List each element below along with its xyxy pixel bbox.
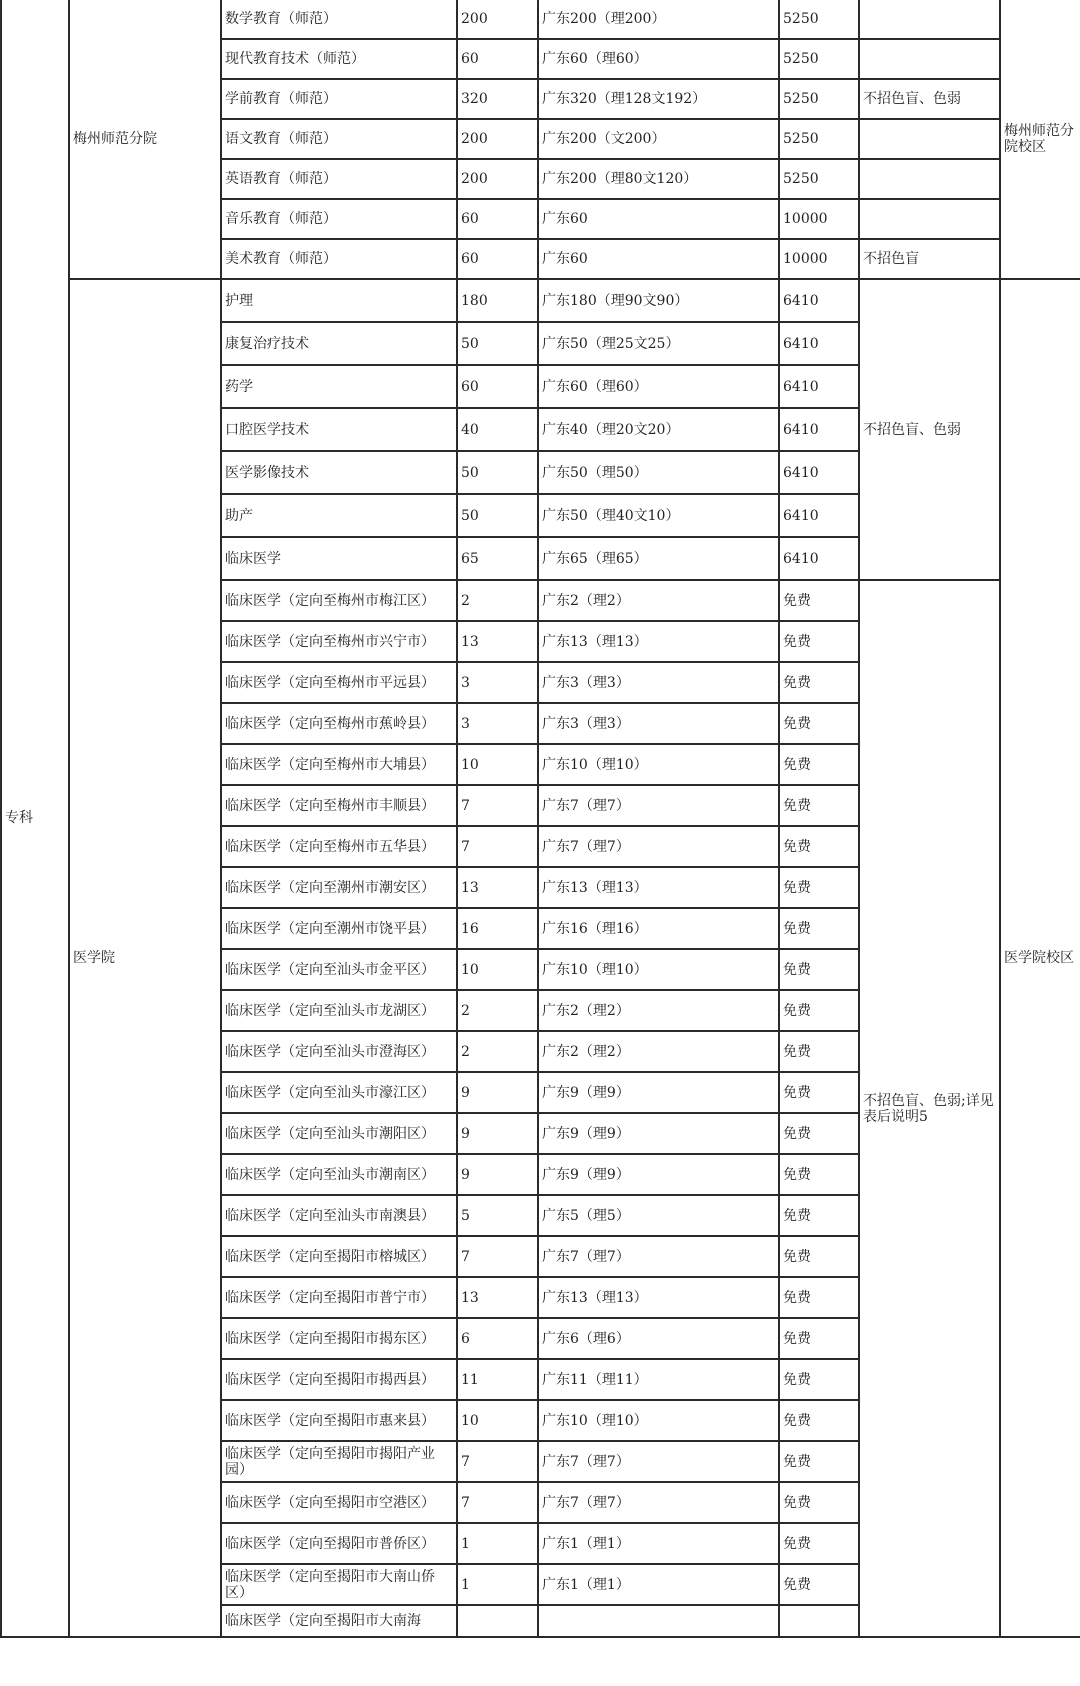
count-cell: 9 <box>457 1072 538 1113</box>
plan-cell: 广东10（理10） <box>538 1400 779 1441</box>
fee-cell: 免费 <box>779 908 859 949</box>
plan-cell: 广东320（理128文192） <box>538 79 779 119</box>
fee-cell: 免费 <box>779 1154 859 1195</box>
plan-cell: 广东2（理2） <box>538 580 779 621</box>
count-cell: 2 <box>457 580 538 621</box>
plan-cell: 广东200（理80文120） <box>538 159 779 199</box>
count-cell: 10 <box>457 949 538 990</box>
major-cell: 学前教育（师范） <box>221 79 457 119</box>
plan-cell: 广东10（理10） <box>538 949 779 990</box>
major-cell: 临床医学（定向至梅州市兴宁市） <box>221 621 457 662</box>
count-cell: 3 <box>457 662 538 703</box>
fee-cell: 6410 <box>779 451 859 494</box>
fee-cell: 免费 <box>779 703 859 744</box>
major-cell: 临床医学（定向至揭阳市大南海 <box>221 1605 457 1637</box>
plan-cell: 广东1（理1） <box>538 1523 779 1564</box>
college-cell-med: 医学院 <box>69 279 221 1637</box>
fee-cell: 5250 <box>779 0 859 39</box>
fee-cell: 免费 <box>779 1318 859 1359</box>
fee-cell: 免费 <box>779 1564 859 1605</box>
fee-cell: 免费 <box>779 1482 859 1523</box>
plan-cell: 广东9（理9） <box>538 1113 779 1154</box>
plan-cell <box>538 1605 779 1637</box>
count-cell: 6 <box>457 1318 538 1359</box>
count-cell: 200 <box>457 0 538 39</box>
plan-cell: 广东50（理25文25） <box>538 322 779 365</box>
fee-cell: 6410 <box>779 365 859 408</box>
count-cell: 16 <box>457 908 538 949</box>
plan-cell: 广东7（理7） <box>538 1441 779 1482</box>
count-cell: 10 <box>457 744 538 785</box>
count-cell: 65 <box>457 537 538 580</box>
note-cell <box>859 0 1000 39</box>
major-cell: 临床医学（定向至梅州市平远县） <box>221 662 457 703</box>
count-cell: 2 <box>457 1031 538 1072</box>
plan-cell: 广东7（理7） <box>538 785 779 826</box>
major-cell: 口腔医学技术 <box>221 408 457 451</box>
major-cell: 护理 <box>221 279 457 322</box>
plan-cell: 广东1（理1） <box>538 1564 779 1605</box>
major-cell: 临床医学（定向至梅州市丰顺县） <box>221 785 457 826</box>
count-cell: 200 <box>457 159 538 199</box>
plan-cell: 广东40（理20文20） <box>538 408 779 451</box>
plan-cell: 广东7（理7） <box>538 1236 779 1277</box>
fee-cell: 6410 <box>779 408 859 451</box>
count-cell: 3 <box>457 703 538 744</box>
plan-cell: 广东13（理13） <box>538 867 779 908</box>
plan-cell: 广东50（理40文10） <box>538 494 779 537</box>
fee-cell: 5250 <box>779 159 859 199</box>
major-cell: 助产 <box>221 494 457 537</box>
major-cell: 临床医学（定向至梅州市大埔县） <box>221 744 457 785</box>
plan-cell: 广东9（理9） <box>538 1154 779 1195</box>
note-cell <box>859 159 1000 199</box>
major-cell: 临床医学（定向至梅州市蕉岭县） <box>221 703 457 744</box>
count-cell: 13 <box>457 1277 538 1318</box>
major-cell: 临床医学（定向至汕头市龙湖区） <box>221 990 457 1031</box>
fee-cell: 10000 <box>779 239 859 279</box>
major-cell: 临床医学（定向至揭阳市揭东区） <box>221 1318 457 1359</box>
level-cell: 专科 <box>1 0 69 1637</box>
fee-cell: 免费 <box>779 1523 859 1564</box>
count-cell: 7 <box>457 1482 538 1523</box>
count-cell: 13 <box>457 867 538 908</box>
plan-cell: 广东60（理60） <box>538 39 779 79</box>
fee-cell: 免费 <box>779 1236 859 1277</box>
fee-cell: 5250 <box>779 119 859 159</box>
major-cell: 临床医学（定向至汕头市金平区） <box>221 949 457 990</box>
plan-cell: 广东13（理13） <box>538 621 779 662</box>
fee-cell: 免费 <box>779 744 859 785</box>
count-cell: 2 <box>457 990 538 1031</box>
major-cell: 临床医学（定向至汕头市潮阳区） <box>221 1113 457 1154</box>
plan-cell: 广东7（理7） <box>538 1482 779 1523</box>
fee-cell: 免费 <box>779 662 859 703</box>
major-cell: 临床医学（定向至揭阳市空港区） <box>221 1482 457 1523</box>
fee-cell: 免费 <box>779 867 859 908</box>
fee-cell: 6410 <box>779 494 859 537</box>
plan-cell: 广东13（理13） <box>538 1277 779 1318</box>
plan-cell: 广东60 <box>538 199 779 239</box>
plan-cell: 广东2（理2） <box>538 990 779 1031</box>
major-cell: 英语教育（师范） <box>221 159 457 199</box>
campus-cell-meizhou: 梅州师范分院校区 <box>1000 0 1080 279</box>
major-cell: 现代教育技术（师范） <box>221 39 457 79</box>
fee-cell: 免费 <box>779 1031 859 1072</box>
count-cell: 9 <box>457 1154 538 1195</box>
major-cell: 临床医学（定向至潮州市潮安区） <box>221 867 457 908</box>
plan-cell: 广东180（理90文90） <box>538 279 779 322</box>
major-cell: 临床医学（定向至汕头市潮南区） <box>221 1154 457 1195</box>
major-cell: 临床医学（定向至揭阳市揭阳产业园） <box>221 1441 457 1482</box>
major-cell: 音乐教育（师范） <box>221 199 457 239</box>
fee-cell: 免费 <box>779 785 859 826</box>
plan-cell: 广东60 <box>538 239 779 279</box>
campus-cell-med: 医学院校区 <box>1000 279 1080 1637</box>
fee-cell: 免费 <box>779 826 859 867</box>
count-cell: 9 <box>457 1113 538 1154</box>
plan-cell: 广东200（理200） <box>538 0 779 39</box>
college-cell-meizhou: 梅州师范分院 <box>69 0 221 279</box>
plan-cell: 广东7（理7） <box>538 826 779 867</box>
plan-cell: 广东60（理60） <box>538 365 779 408</box>
count-cell: 1 <box>457 1523 538 1564</box>
fee-cell: 5250 <box>779 79 859 119</box>
fee-cell: 免费 <box>779 990 859 1031</box>
major-cell: 临床医学（定向至揭阳市大南山侨区） <box>221 1564 457 1605</box>
major-cell: 临床医学（定向至揭阳市普宁市） <box>221 1277 457 1318</box>
fee-cell: 免费 <box>779 1113 859 1154</box>
fee-cell: 6410 <box>779 279 859 322</box>
major-cell: 临床医学（定向至梅州市五华县） <box>221 826 457 867</box>
major-cell: 临床医学（定向至汕头市南澳县） <box>221 1195 457 1236</box>
fee-cell: 免费 <box>779 1072 859 1113</box>
note-cell-group-a: 不招色盲、色弱 <box>859 279 1000 580</box>
table-row <box>1 0 1080 39</box>
plan-cell: 广东2（理2） <box>538 1031 779 1072</box>
fee-cell: 免费 <box>779 621 859 662</box>
plan-cell: 广东50（理50） <box>538 451 779 494</box>
count-cell: 10 <box>457 1400 538 1441</box>
fee-cell: 免费 <box>779 1400 859 1441</box>
major-cell: 医学影像技术 <box>221 451 457 494</box>
plan-cell: 广东3（理3） <box>538 662 779 703</box>
major-cell: 临床医学（定向至汕头市濠江区） <box>221 1072 457 1113</box>
note-cell: 不招色盲 <box>859 239 1000 279</box>
count-cell: 50 <box>457 322 538 365</box>
note-cell-group-b: 不招色盲、色弱;详见表后说明5 <box>859 580 1000 1637</box>
count-cell: 60 <box>457 239 538 279</box>
count-cell: 50 <box>457 494 538 537</box>
fee-cell: 免费 <box>779 1359 859 1400</box>
major-cell: 临床医学（定向至梅州市梅江区） <box>221 580 457 621</box>
plan-cell: 广东5（理5） <box>538 1195 779 1236</box>
fee-cell: 免费 <box>779 1277 859 1318</box>
count-cell: 7 <box>457 1236 538 1277</box>
plan-cell: 广东9（理9） <box>538 1072 779 1113</box>
major-cell: 临床医学 <box>221 537 457 580</box>
fee-cell: 6410 <box>779 537 859 580</box>
count-cell: 60 <box>457 365 538 408</box>
major-cell: 临床医学（定向至揭阳市揭西县） <box>221 1359 457 1400</box>
note-cell <box>859 39 1000 79</box>
count-cell: 180 <box>457 279 538 322</box>
major-cell: 康复治疗技术 <box>221 322 457 365</box>
plan-cell: 广东10（理10） <box>538 744 779 785</box>
major-cell: 临床医学（定向至揭阳市榕城区） <box>221 1236 457 1277</box>
count-cell: 50 <box>457 451 538 494</box>
count-cell: 7 <box>457 1441 538 1482</box>
plan-cell: 广东16（理16） <box>538 908 779 949</box>
plan-cell: 广东200（文200） <box>538 119 779 159</box>
major-cell: 美术教育（师范） <box>221 239 457 279</box>
count-cell: 7 <box>457 826 538 867</box>
fee-cell: 10000 <box>779 199 859 239</box>
count-cell: 7 <box>457 785 538 826</box>
major-cell: 药学 <box>221 365 457 408</box>
plan-cell: 广东6（理6） <box>538 1318 779 1359</box>
fee-cell: 免费 <box>779 1441 859 1482</box>
count-cell: 60 <box>457 39 538 79</box>
count-cell: 1 <box>457 1564 538 1605</box>
count-cell: 5 <box>457 1195 538 1236</box>
count-cell: 200 <box>457 119 538 159</box>
count-cell: 320 <box>457 79 538 119</box>
major-cell: 临床医学（定向至揭阳市惠来县） <box>221 1400 457 1441</box>
fee-cell: 免费 <box>779 1195 859 1236</box>
fee-cell: 5250 <box>779 39 859 79</box>
fee-cell: 免费 <box>779 949 859 990</box>
count-cell: 60 <box>457 199 538 239</box>
major-cell: 临床医学（定向至潮州市饶平县） <box>221 908 457 949</box>
plan-cell: 广东11（理11） <box>538 1359 779 1400</box>
fee-cell <box>779 1605 859 1637</box>
plan-cell: 广东65（理65） <box>538 537 779 580</box>
plan-cell: 广东3（理3） <box>538 703 779 744</box>
note-cell <box>859 119 1000 159</box>
count-cell: 11 <box>457 1359 538 1400</box>
count-cell <box>457 1605 538 1637</box>
count-cell: 13 <box>457 621 538 662</box>
fee-cell: 6410 <box>779 322 859 365</box>
count-cell: 40 <box>457 408 538 451</box>
note-cell: 不招色盲、色弱 <box>859 79 1000 119</box>
major-cell: 数学教育（师范） <box>221 0 457 39</box>
major-cell: 语文教育（师范） <box>221 119 457 159</box>
fee-cell: 免费 <box>779 580 859 621</box>
note-cell <box>859 199 1000 239</box>
table-row <box>1 279 1080 322</box>
major-cell: 临床医学（定向至汕头市澄海区） <box>221 1031 457 1072</box>
major-cell: 临床医学（定向至揭阳市普侨区） <box>221 1523 457 1564</box>
